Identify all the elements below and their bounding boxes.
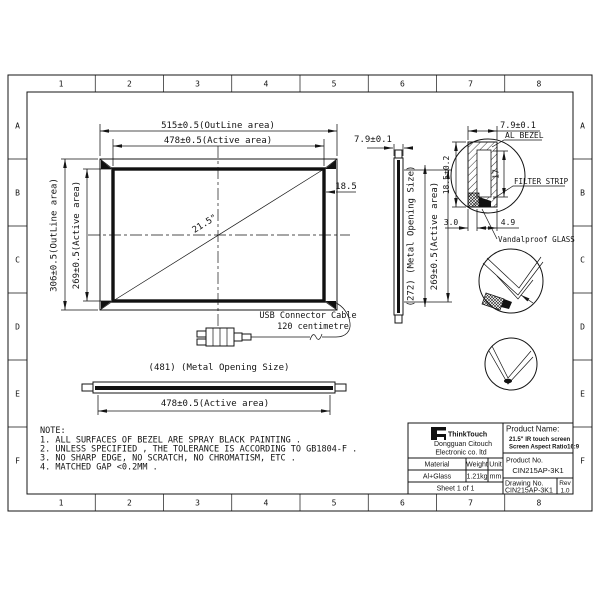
grid-col-label: 5 <box>331 79 337 89</box>
detail-dim-49-text: 4.9 <box>500 218 516 227</box>
filter-strip-label: FILTER STRIP <box>514 177 569 186</box>
product-no-label: Product No. <box>506 457 543 465</box>
rev-value: 1.0 <box>560 487 570 495</box>
usb-cable <box>197 302 357 346</box>
dim-side-active-height-text: 269±0.5(Active area) <box>430 181 440 291</box>
usb-strain-relief <box>242 334 251 340</box>
grid-col-label: 6 <box>399 498 405 508</box>
grid-row-label: B <box>580 188 585 198</box>
product-name-line1: 21.5" IR touch screen <box>509 437 571 443</box>
dim-bezel-width-text: 18.5 <box>335 182 357 192</box>
grid-row-label: A <box>580 121 585 131</box>
grid-row-label: A <box>15 121 20 131</box>
company-logo-text: ThinkTouch <box>448 431 488 439</box>
dim-metal-opening-width-text: (481) (Metal Opening Size) <box>148 363 290 373</box>
unit-value: mm <box>489 473 502 481</box>
unit-label: Unit <box>489 461 502 469</box>
dim-thickness <box>367 144 412 156</box>
note-item: 4. MATCHED GAP <0.2MM . <box>40 462 158 473</box>
notes-title: NOTE: <box>40 426 66 436</box>
bottom-view <box>82 363 346 415</box>
vandalproof-glass-label: Vandalproof GLASS <box>498 235 575 244</box>
grid-col-label: 4 <box>263 79 269 89</box>
notes <box>40 426 357 473</box>
weight-label: Weight <box>466 461 488 469</box>
grid-col-label: 2 <box>126 498 132 508</box>
side-view <box>354 135 452 323</box>
cable-label-line1: USB Connector Cable <box>259 311 357 321</box>
bottom-profile-glass-stripe <box>95 386 333 390</box>
section-detail <box>442 121 575 244</box>
grid-row-label: C <box>580 255 585 265</box>
usb-pin-top <box>197 331 206 337</box>
bottom-left-tab <box>82 384 93 391</box>
dim-outline-height-text: 306±0.5(OutLine area) <box>49 178 60 292</box>
vandalproof-glass-leader <box>482 209 497 239</box>
detail-dim-width-text: 7.9±0.1 <box>500 121 536 131</box>
dim-outline-width-text: 515±0.5(OutLine area) <box>161 121 275 131</box>
product-name-label: Product Name: <box>506 424 560 434</box>
dim-metal-opening-height-text: (272) (Metal Opening Size) <box>406 165 417 307</box>
grid-col-label: 1 <box>58 498 64 508</box>
side-profile-glass-stripe <box>397 160 400 313</box>
product-name-line2: Screen Aspect Ratio16:9 <box>509 444 580 451</box>
bottom-right-tab <box>335 384 346 391</box>
outline-rect <box>100 159 337 310</box>
cable-label-line2: 120 centimetre <box>277 322 349 332</box>
usb-neck <box>234 333 242 341</box>
grid-col-label: 7 <box>468 79 474 89</box>
grid-col-label: 7 <box>468 498 474 508</box>
grid-col-label: 6 <box>399 79 405 89</box>
corner-arrow <box>521 295 533 303</box>
grid-col-label: 1 <box>58 79 64 89</box>
dim-bottom-active-width-text: 478±0.5(Active area) <box>160 399 270 409</box>
note-item: 1. ALL SURFACES OF BEZEL ARE SPRAY BLACK PAINTING . <box>40 435 301 446</box>
grid-row-label: F <box>580 456 585 466</box>
product-no-value: CIN215AP-3K1 <box>512 466 564 475</box>
dim-thickness-text: 7.9±0.1 <box>354 135 392 145</box>
grid-row-label: D <box>15 322 20 332</box>
grid-row-label: B <box>15 188 20 198</box>
title-block <box>408 423 580 495</box>
rev-label: Rev <box>559 480 571 487</box>
diagonal-size-label: 21.5" <box>190 212 220 236</box>
drawing-no-value: CIN215AP-3K1 <box>505 487 553 495</box>
usb-plug-detail <box>213 328 227 346</box>
grid-col-label: 4 <box>263 498 269 508</box>
grid-col-label: 3 <box>195 79 201 89</box>
company-name-line1: Dongguan Citouch <box>434 441 492 448</box>
detail-dim-30-text: 3.0 <box>443 218 459 227</box>
usb-pin-bottom <box>197 339 206 345</box>
front-view <box>50 121 357 326</box>
bezel-cavity <box>477 150 491 197</box>
grid-row-label: E <box>15 389 20 399</box>
corner-detail-1 <box>479 249 543 313</box>
grid-col-label: 5 <box>331 498 337 508</box>
corner-mitre-lines <box>100 159 337 310</box>
sheet-label: Sheet 1 of 1 <box>436 485 475 493</box>
corner-edge-lines <box>497 276 533 299</box>
detail-dim-height <box>452 142 466 207</box>
al-bezel-label: AL BEZEL <box>505 131 544 140</box>
company-logo-mark <box>431 427 446 440</box>
corner-joint-mark <box>504 379 512 384</box>
grid-row-label: F <box>15 456 20 466</box>
corner-hatch-block <box>482 293 504 310</box>
grid-col-label: 8 <box>536 498 542 508</box>
note-item: 3. NO SHARP EDGE, NO SCRATCH, NO CHROMATISM, ETC . <box>40 453 296 464</box>
material-value: Al+Glass <box>422 473 452 481</box>
side-profile-bottom-tab <box>395 315 402 323</box>
detail-dim-height-text: 18.5±0.2 <box>442 155 451 195</box>
dim-active-width-text: 478±0.5(Active area) <box>163 136 273 146</box>
note-item: 2. UNLESS SPECIFIED , THE TOLERANCE IS ACCORDING TO GB1804-F . <box>40 444 358 455</box>
dim-active-height-text: 269±0.5(Active area) <box>72 180 82 290</box>
company-name-line2: Electronic co. ltd <box>435 449 487 457</box>
drawing-no-label: Drawing No. <box>505 480 544 488</box>
weight-value: 1.21kg <box>466 473 488 481</box>
grid-row-label: C <box>15 255 20 265</box>
grid-col-label: 3 <box>195 498 201 508</box>
material-label: Material <box>424 461 450 469</box>
grid-col-label: 2 <box>126 79 132 89</box>
grid-row-label: E <box>580 389 585 399</box>
glass-section <box>468 193 479 207</box>
cable-break-symbol <box>310 334 322 340</box>
corner-edge-lines <box>492 346 531 378</box>
company-logo <box>431 427 487 440</box>
grid-row-label: D <box>580 322 585 332</box>
corner-edge-lines <box>487 257 541 288</box>
side-profile-top-tab <box>395 150 402 158</box>
corner-detail-2 <box>485 338 537 390</box>
detail-dim-inner-text: 17 <box>491 169 501 179</box>
grid-col-label: 8 <box>536 79 542 89</box>
